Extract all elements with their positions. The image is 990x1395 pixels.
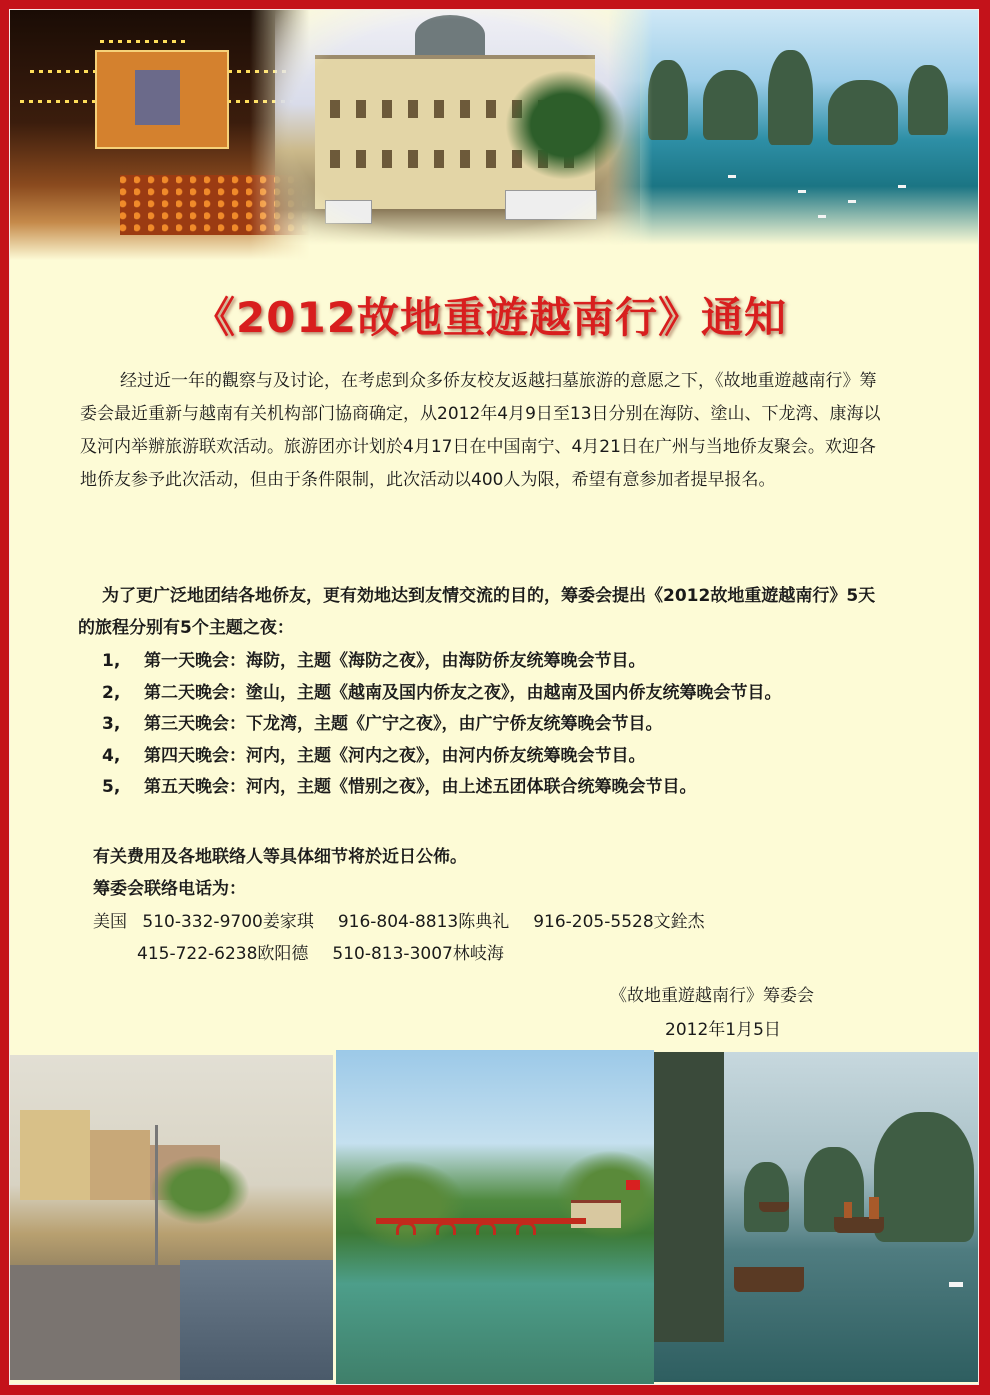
- halong-junk-boats-photo: [654, 1052, 978, 1382]
- list-item: 3, 第三天晚会：下龙湾，主题《广宁之夜》，由广宁侨友统筹晚会节目。: [102, 714, 663, 734]
- contact-country: 美国: [93, 912, 127, 932]
- themes-intro-paragraph: 为了更广泛地团结各地侨友，更有効地达到友情交流的目的，筹委会提出《2012故地重遊越南行》5天的旅程分别有5个主题之夜：: [78, 586, 876, 638]
- lake-bridge-photo: [336, 1050, 654, 1384]
- riverside-street-photo: [10, 1055, 333, 1380]
- theme-nights-list: [102, 646, 782, 804]
- contact-entry: 510-332-9700姜家琪: [142, 912, 314, 932]
- contact-list: [93, 906, 705, 970]
- contact-row: [93, 938, 705, 970]
- fees-notice: 有关费用及各地联络人等具体细节将於近日公佈。: [93, 847, 467, 867]
- flyer-page: [9, 9, 979, 1385]
- contact-row: [93, 906, 705, 938]
- list-item: 1, 第一天晚会：海防，主题《海防之夜》，由海防侨友统筹晚会节目。: [102, 651, 646, 671]
- contact-entry: 916-205-5528文銓杰: [533, 912, 705, 932]
- opera-house-photo: [275, 10, 640, 245]
- bottom-photo-strip: [10, 1050, 978, 1384]
- contact-entry: 916-804-8813陈典礼: [337, 912, 510, 932]
- celebration-photo: [10, 10, 310, 260]
- list-item: 2, 第二天晚会：塗山，主题《越南及国内侨友之夜》，由越南及国内侨友统筹晚会节目。: [102, 682, 782, 703]
- signature-org: 《故地重遊越南行》筹委会: [610, 986, 814, 1006]
- contact-entry: 415-722-6238欧阳德: [137, 944, 309, 964]
- page-title: 《2012故地重遊越南行》通知: [193, 293, 787, 342]
- intro-paragraph: 经过近一年的觀察与及讨论，在考虑到众多侨友校友返越扫墓旅游的意愿之下，《故地重遊越南行》筹委会最近重新与越南有关机构部门協商确定，从2012年4月9日至13日分别在海防、塗山、下龙湾、康海以及河内举辦旅游联欢活动。旅游团亦计划於4月17日在中国南宁、4月21日在广州与当地侨友聚会。欢迎各地侨友参予此次活动，但由于条件限制，此次活动以400人为限，希望有意参加者提早报名。: [80, 371, 881, 490]
- signature-date: 2012年1月5日: [665, 1020, 781, 1040]
- contacts-label: 筹委会联络电话为：: [93, 879, 246, 899]
- halong-bay-photo: [608, 10, 978, 245]
- contact-entry: 510-813-3007林岐海: [332, 944, 504, 964]
- top-photo-collage: [10, 10, 978, 265]
- list-item: 5, 第五天晚会：河内，主题《惜别之夜》，由上述五团体联合统筹晚会节目。: [102, 777, 697, 797]
- list-item: 4, 第四天晚会：河内，主题《河内之夜》，由河内侨友统筹晚会节目。: [102, 745, 646, 766]
